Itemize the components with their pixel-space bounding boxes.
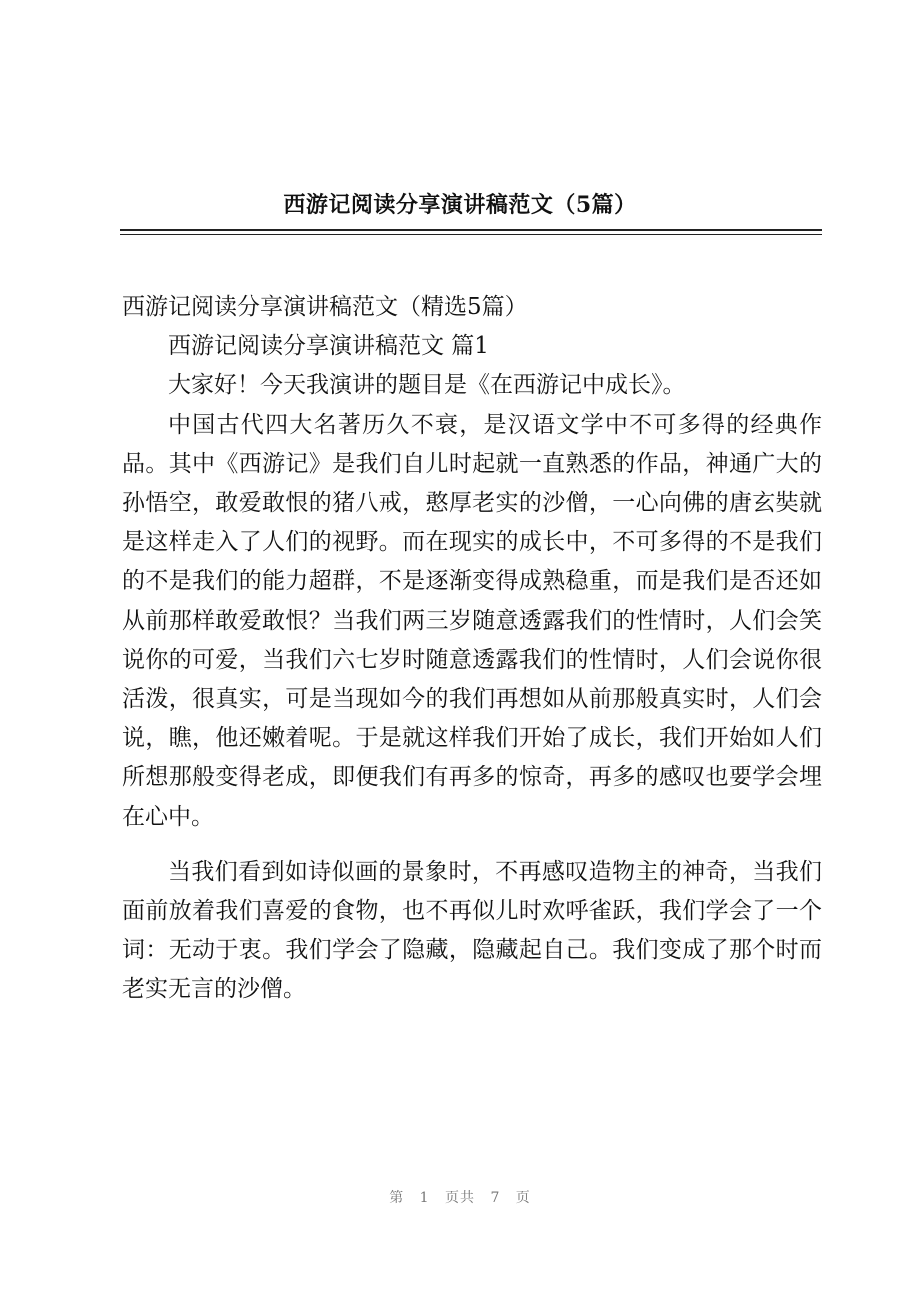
section-heading: 西游记阅读分享演讲稿范文 篇1: [168, 333, 489, 360]
paragraph-greeting: 大家好！今天我演讲的题目是《在西游记中成长》。: [168, 372, 686, 399]
paragraph-classics: 中国古代四大名著历久不衰，是汉语文学中不可多得的经典作品。其中《西游记》是我们自儿时起就一直熟悉的作品，神通广大的孙悟空，敢爱敢恨的猪八戒，憨厚老实的沙僧，一心向佛的唐玄奘就是这样走入了人们的视野。而在现实的成长中，不可多得的不是我们的不是我们的能力超群，不是逐渐变得成熟稳重，而是我们是否还如从前那样敢爱敢恨？当我们两三岁随意透露我们的性情时，人们会笑说你的可爱，当我们六七岁时随意透露我们的性情时，人们会说你很活泼，很真实，可是当现如今的我们再想如从前那般真实时，人们会说，瞧，他还嫩着呢。于是就这样我们开始了成长，我们开始如人们所想那般变得老成，即便我们有再多的惊奇，再多的感叹也要学会埋在心中。: [122, 411, 822, 830]
page-footer: 第 1 页共 7 页: [389, 1190, 531, 1206]
document-title: 西游记阅读分享演讲稿范文（5篇）: [283, 192, 637, 218]
title-rule-thick: [120, 229, 822, 231]
title-rule-thin: [120, 234, 822, 235]
document-body: [122, 288, 822, 1010]
paragraph-hiding: 当我们看到如诗似画的景象时，不再感叹造物主的神奇，当我们面前放着我们喜爱的食物，也不再似儿时欢呼雀跃，我们学会了一个词：无动于衷。我们学会了隐藏，隐藏起自己。我们变成了那个时而老实无言的沙僧。: [122, 858, 822, 1003]
document-subtitle: 西游记阅读分享演讲稿范文（精选5篇）: [122, 294, 528, 320]
